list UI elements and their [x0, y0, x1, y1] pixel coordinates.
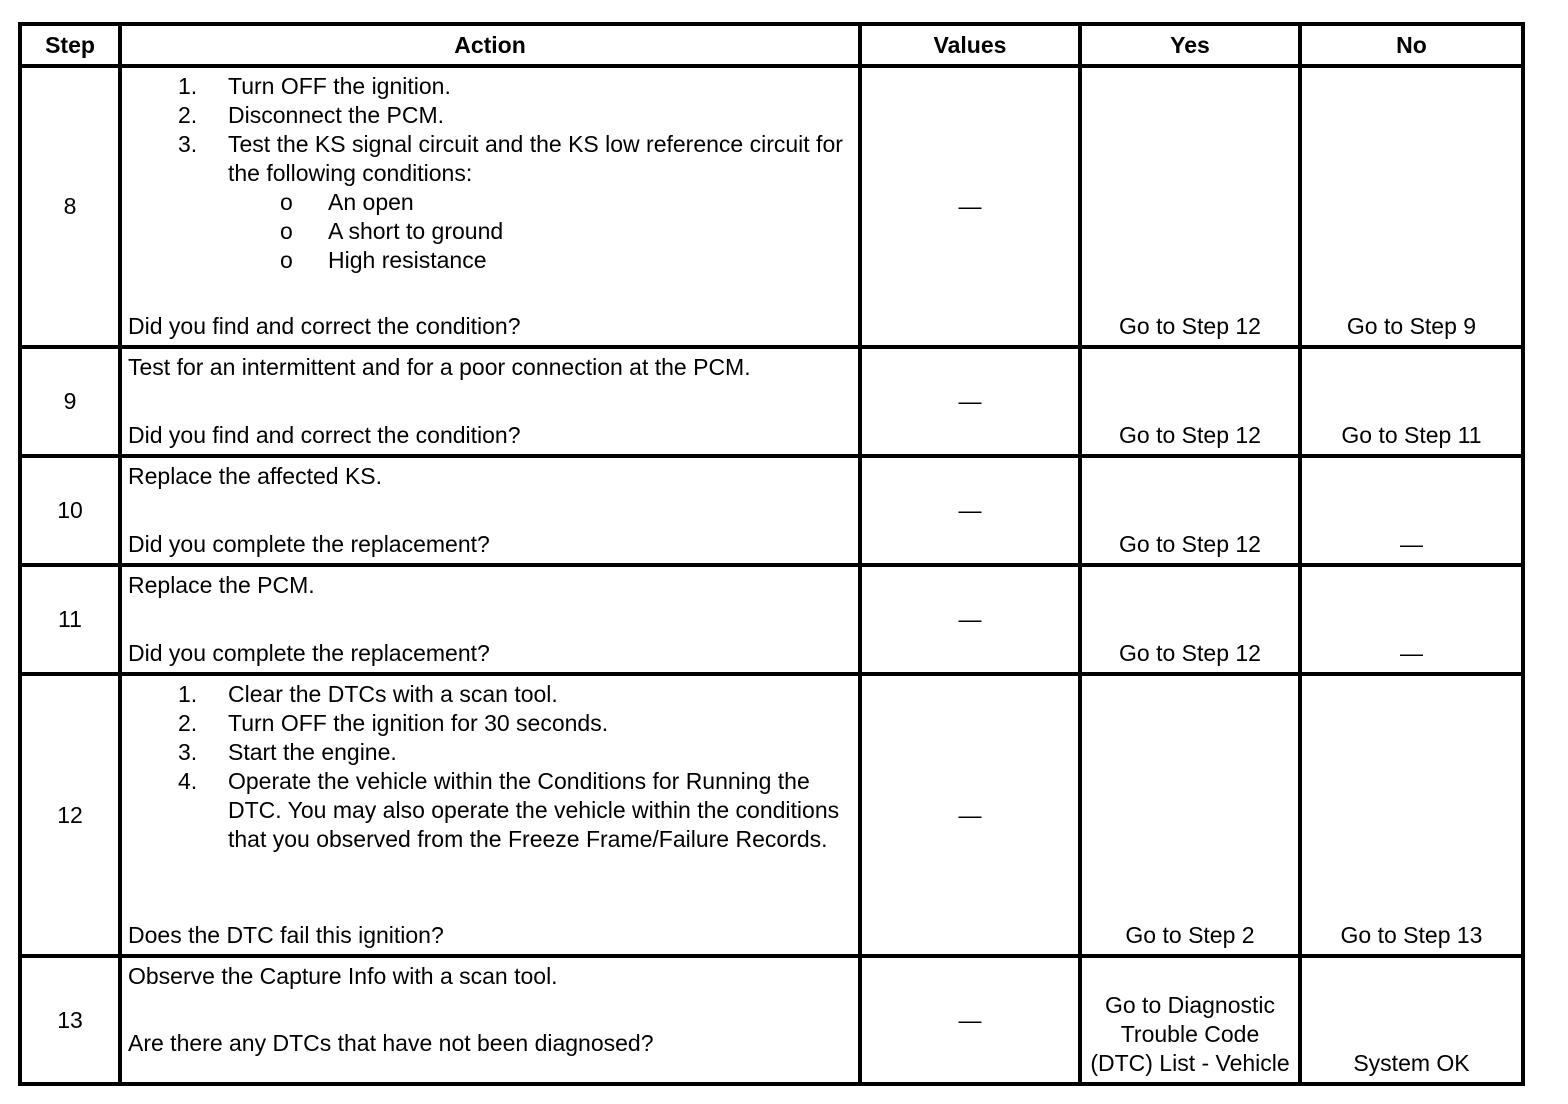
- list-item: 2. Turn OFF the ignition for 30 seconds.: [178, 710, 609, 736]
- no-cell: —: [1300, 565, 1523, 674]
- yes-cell: Go to Diagnostic Trouble Code (DTC) List - Vehicle: [1080, 956, 1300, 1084]
- action-cell: [120, 674, 860, 956]
- list-item: 4. Operate the vehicle within the Conditions for Running the DTC. You may also operate the vehicle within the conditions that you observed from the Freeze Frame/Failure Records.: [178, 768, 840, 852]
- value-cell: —: [860, 66, 1080, 347]
- step-number: 8: [20, 66, 120, 347]
- yes-cell: Go to Step 12: [1080, 347, 1300, 456]
- no-cell: Go to Step 9: [1300, 66, 1523, 347]
- action-text: Replace the affected KS.: [128, 463, 383, 489]
- value-cell: —: [860, 456, 1080, 565]
- table-row: [20, 347, 1523, 456]
- no-cell: Go to Step 13: [1300, 674, 1523, 956]
- header-action: Action: [120, 24, 860, 66]
- header-values: Values: [860, 24, 1080, 66]
- step-number: 9: [20, 347, 120, 456]
- value-cell: —: [860, 565, 1080, 674]
- action-list: [128, 680, 852, 854]
- question-text: Did you find and correct the condition?: [128, 422, 521, 448]
- action-cell: [120, 347, 860, 456]
- value-cell: —: [860, 956, 1080, 1084]
- action-cell: [120, 66, 860, 347]
- step-number: 11: [20, 565, 120, 674]
- table-row: [20, 956, 1523, 1084]
- condition-list: [228, 188, 852, 275]
- no-cell: Go to Step 11: [1300, 347, 1523, 456]
- list-item: 3. Test the KS signal circuit and the KS low reference circuit for the following conditions: o An open o A short to ground o High resistance: [128, 130, 852, 275]
- yes-cell: Go to Step 2: [1080, 674, 1300, 956]
- action-text: Replace the PCM.: [128, 572, 315, 598]
- value-cell: —: [860, 347, 1080, 456]
- table-row: [20, 66, 1523, 347]
- question-text: Did you complete the replacement?: [128, 531, 490, 557]
- table-row: [20, 565, 1523, 674]
- question-text: Did you complete the replacement?: [128, 640, 490, 666]
- yes-cell: Go to Step 12: [1080, 565, 1300, 674]
- header-yes: Yes: [1080, 24, 1300, 66]
- no-cell: System OK: [1300, 956, 1523, 1084]
- list-item: 2. Disconnect the PCM.: [178, 102, 445, 128]
- action-text: Observe the Capture Info with a scan tool.: [128, 963, 558, 989]
- header-row: [20, 24, 1523, 66]
- diagnostic-table: [18, 22, 1525, 1086]
- step-number: 10: [20, 456, 120, 565]
- step-number: 12: [20, 674, 120, 956]
- table-row: [20, 456, 1523, 565]
- value-cell: —: [860, 674, 1080, 956]
- list-item: o High resistance: [280, 247, 487, 273]
- action-list: [128, 72, 852, 275]
- question-text: Does the DTC fail this ignition?: [128, 922, 444, 948]
- action-cell: [120, 956, 860, 1084]
- list-item: o An open: [280, 189, 414, 215]
- question-text: Are there any DTCs that have not been diagnosed?: [128, 1030, 654, 1056]
- yes-cell: Go to Step 12: [1080, 66, 1300, 347]
- question-text: Did you find and correct the condition?: [128, 313, 521, 339]
- header-step: Step: [20, 24, 120, 66]
- list-item: 3. Start the engine.: [178, 739, 397, 765]
- table-row: [20, 674, 1523, 956]
- action-text: Test for an intermittent and for a poor connection at the PCM.: [128, 354, 751, 380]
- action-cell: [120, 565, 860, 674]
- action-cell: [120, 456, 860, 565]
- list-item: 1. Clear the DTCs with a scan tool.: [178, 681, 558, 707]
- no-cell: —: [1300, 456, 1523, 565]
- step-number: 13: [20, 956, 120, 1084]
- list-item: o A short to ground: [280, 218, 504, 244]
- header-no: No: [1300, 24, 1523, 66]
- list-item: 1. Turn OFF the ignition.: [178, 73, 451, 99]
- yes-cell: Go to Step 12: [1080, 456, 1300, 565]
